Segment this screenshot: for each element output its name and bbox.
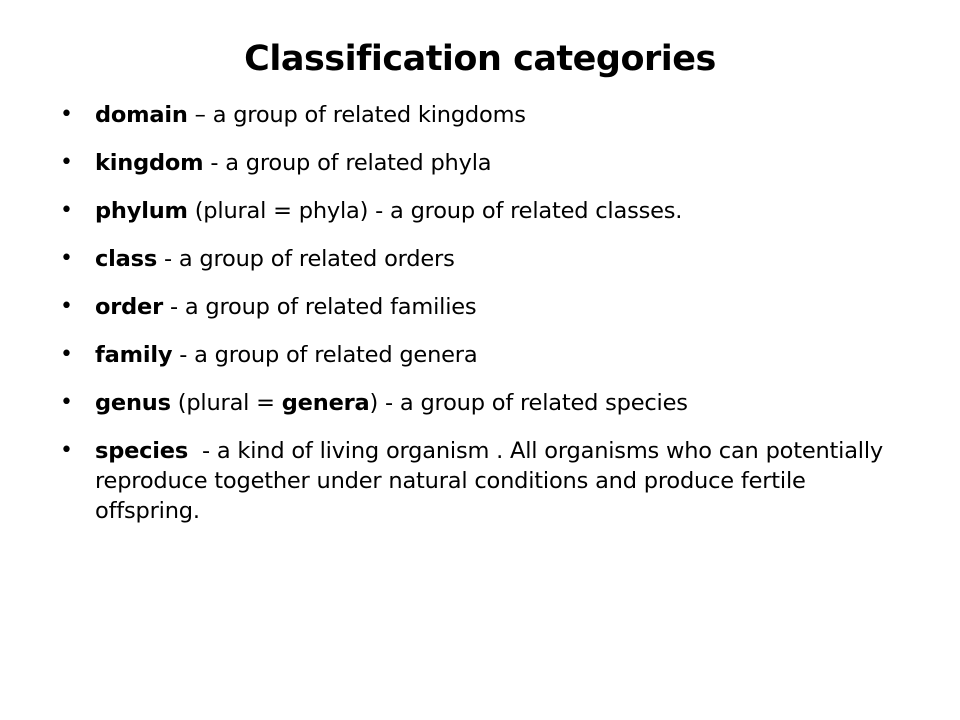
bullet-icon: •: [60, 342, 73, 367]
definition-text: - a kind of living organism . All organisms who can potentially reproduce together under natural conditions and produce fertile offspring.: [95, 438, 890, 524]
bullet-list: [60, 100, 900, 526]
term-label: class: [95, 246, 158, 272]
definition-text: (plural =: [170, 390, 282, 416]
bullet-icon: •: [60, 390, 73, 415]
definition-text: - a group of related families: [163, 294, 477, 320]
list-item-phylum: [60, 196, 900, 226]
bullet-icon: •: [60, 294, 73, 319]
term-label: family: [95, 342, 173, 368]
term-label-plural: genera: [281, 390, 370, 416]
definition-text: - a group of related genera: [172, 342, 478, 368]
definition-text: (plural = phyla) - a group of related classes.: [187, 198, 683, 224]
bullet-icon: •: [60, 150, 73, 175]
term-label: phylum: [95, 198, 188, 224]
list-item-class: [60, 244, 900, 274]
list-item-family: [60, 340, 900, 370]
bullet-icon: •: [60, 246, 73, 271]
term-label: kingdom: [95, 150, 204, 176]
definition-text: – a group of related kingdoms: [187, 102, 526, 128]
list-item-domain: [60, 100, 900, 130]
definition-text: - a group of related orders: [157, 246, 455, 272]
list-item-species: [60, 436, 900, 526]
bullet-icon: •: [60, 102, 73, 127]
term-label: genus: [95, 390, 171, 416]
definition-text: - a group of related phyla: [203, 150, 492, 176]
slide-title: Classification categories: [244, 39, 716, 79]
bullet-icon: •: [60, 438, 73, 463]
term-label: order: [95, 294, 164, 320]
list-item-order: [60, 292, 900, 322]
term-label: species: [95, 438, 189, 464]
list-item-kingdom: [60, 148, 900, 178]
bullet-icon: •: [60, 198, 73, 223]
list-item-genus: [60, 388, 900, 418]
term-label: domain: [95, 102, 188, 128]
definition-text: ) - a group of related species: [369, 390, 688, 416]
